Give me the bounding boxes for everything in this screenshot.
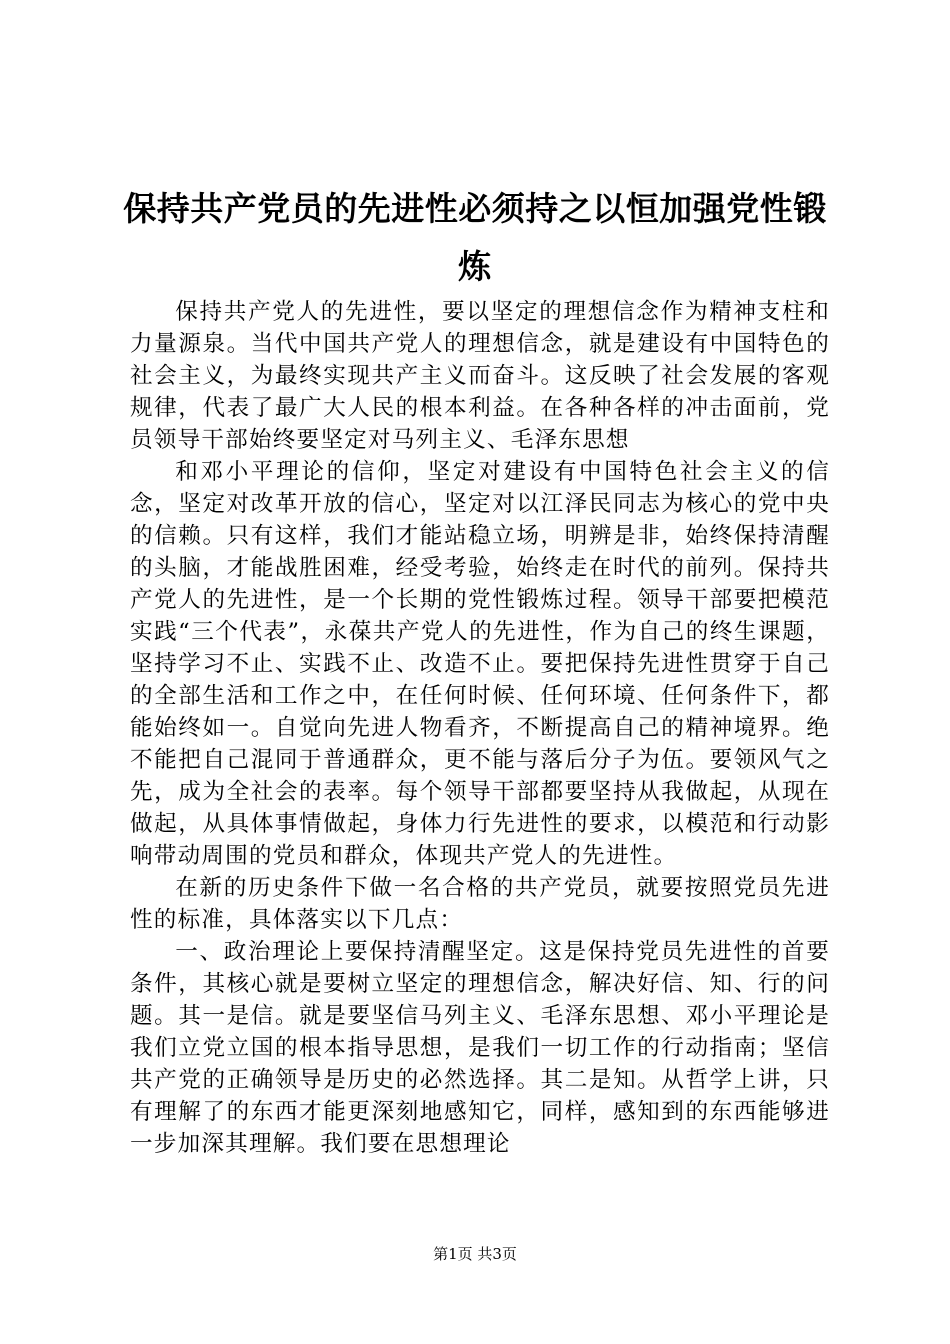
document-body	[130, 296, 830, 1160]
document-title: 保持共产党员的先进性必须持之以恒加强党性锻炼	[123, 189, 827, 286]
page-number-footer: 第1页 共3页	[433, 1245, 517, 1263]
paragraph-2: 和邓小平理论的信仰，坚定对建设有中国特色社会主义的信念，坚定对改革开放的信心，坚定对以江泽民同志为核心的党中央的信赖。只有这样，我们才能站稳立场，明辨是非，始终保持清醒的头脑，才能战胜困难，经受考验，始终走在时代的前列。保持共产党人的先进性，是一个长期的党性锻炼过程。领导干部要把模范实践“三个代表”，永葆共产党人的先进性，作为自己的终生课题，坚持学习不止、实践不止、改造不止。要把保持先进性贯穿于自己的全部生活和工作之中，在任何时候、任何环境、任何条件下，都能始终如一。自觉向先进人物看齐，不断提高自己的精神境界。绝不能把自己混同于普通群众，更不能与落后分子为伍。要领风气之先，成为全社会的表率。每个领导干部都要坚持从我做起，从现在做起，从具体事情做起，身体力行先进性的要求，以模范和行动影响带动周围的党员和群众，体现共产党人的先进性。	[130, 459, 830, 869]
paragraph-1: 保持共产党人的先进性，要以坚定的理想信念作为精神支柱和力量源泉。当代中国共产党人的理想信念，就是建设有中国特色的社会主义，为最终实现共产主义而奋斗。这反映了社会发展的客观规律，代表了最广大人民的根本利益。在各种各样的冲击面前，党员领导干部始终要坚定对马列主义、毛泽东思想	[130, 299, 830, 453]
paragraph-3: 在新的历史条件下做一名合格的共产党员，就要按照党员先进性的标准，具体落实以下几点：	[130, 875, 830, 933]
paragraph-4: 一、政治理论上要保持清醒坚定。这是保持党员先进性的首要条件，其核心就是要树立坚定的理想信念，解决好信、知、行的问题。其一是信。就是要坚信马列主义、毛泽东思想、邓小平理论是我们立党立国的根本指导思想，是我们一切工作的行动指南；坚信共产党的正确领导是历史的必然选择。其二是知。从哲学上讲，只有理解了的东西才能更深刻地感知它，同样，感知到的东西能够进一步加深其理解。我们要在思想理论	[130, 939, 830, 1157]
